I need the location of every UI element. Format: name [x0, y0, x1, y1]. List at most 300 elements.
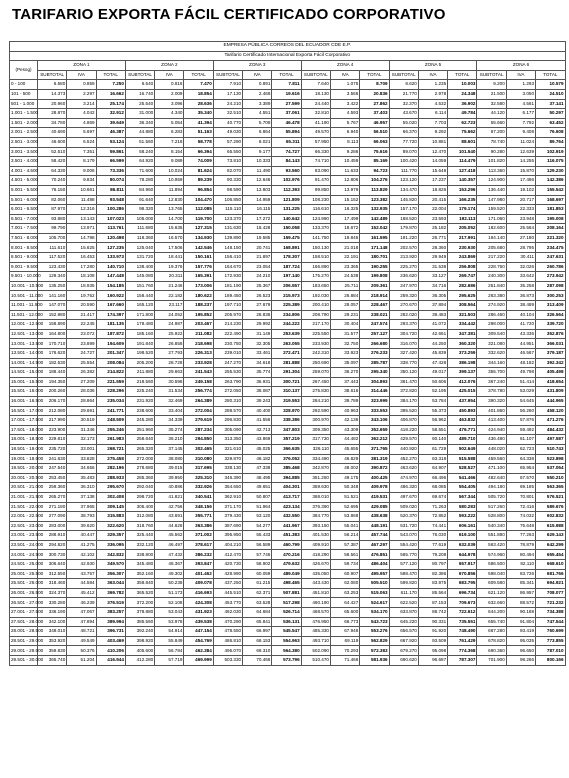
weight-range-cell: 4.501 - 5.000	[10, 176, 38, 186]
iva-cell: 2.978	[418, 89, 447, 99]
subtotal-cell: 517.260	[477, 502, 506, 512]
table-row	[10, 195, 566, 205]
iva-cell: 23.365	[330, 262, 359, 272]
total-cell: 32.912	[96, 109, 125, 119]
total-cell: 489.049	[272, 569, 301, 579]
iva-cell: 50.348	[330, 483, 359, 493]
total-cell: 400.425	[360, 473, 389, 483]
subtotal-cell: 25.540	[125, 99, 154, 109]
total-cell: 401.462	[184, 569, 213, 579]
total-cell: 437.954	[448, 396, 477, 406]
subtotal-cell: 424.940	[477, 425, 506, 435]
subtotal-cell: 147.980	[477, 195, 506, 205]
subtotal-cell: 358.840	[125, 579, 154, 589]
total-cell: 253.639	[272, 329, 301, 339]
iva-cell: 58.561	[330, 550, 359, 560]
iva-cell: 3.566	[330, 89, 359, 99]
iva-cell: 50.238	[155, 579, 184, 589]
total-cell: 541.466	[448, 473, 477, 483]
total-cell: 450.893	[448, 406, 477, 416]
table-row	[10, 464, 566, 474]
table-row	[10, 281, 566, 291]
subtotal-cell: 32.510	[213, 109, 242, 119]
total-cell: 101.540	[448, 147, 477, 157]
subtotal-cell: 225.240	[125, 387, 154, 397]
total-cell: 10.579	[536, 80, 565, 90]
total-cell: 187.872	[96, 329, 125, 339]
total-cell: 256.808	[448, 262, 477, 272]
total-cell: 444.965	[536, 396, 565, 406]
total-cell: 389.994	[96, 617, 125, 627]
total-cell: 243.869	[448, 253, 477, 263]
iva-cell: 27.679	[243, 301, 272, 311]
subtotal-cell: 111.770	[389, 166, 418, 176]
total-cell: 683.795	[448, 579, 477, 589]
iva-cell: 43.757	[67, 569, 96, 579]
total-cell: 142.546	[184, 243, 213, 253]
subtotal-cell: 656.570	[389, 627, 418, 637]
subtotal-cell: 183.650	[301, 281, 330, 291]
iva-cell: 39.620	[67, 521, 96, 531]
subtotal-cell: 197.710	[213, 301, 242, 311]
iva-cell: 14.700	[155, 214, 184, 224]
subtotal-cell: 66.330	[301, 147, 330, 157]
total-cell: 228.296	[96, 387, 125, 397]
subtotal-cell: 113.360	[477, 166, 506, 176]
total-cell: 235.034	[96, 396, 125, 406]
total-cell: 173.006	[184, 281, 213, 291]
iva-cell: 17.272	[243, 214, 272, 224]
iva-cell: 78.879	[506, 540, 535, 550]
total-cell: 458.120	[536, 406, 565, 416]
subtotal-cell: 211.880	[125, 368, 154, 378]
iva-cell: 3.096	[155, 99, 184, 109]
weight-range-cell: 3.001 - 3.500	[10, 147, 38, 157]
iva-cell: 82.110	[506, 560, 535, 570]
subtotal-cell: 78.280	[125, 176, 154, 186]
total-cell: 112.393	[272, 185, 301, 195]
total-cell: 131.225	[272, 205, 301, 215]
iva-cell: 13.143	[67, 214, 96, 224]
subtotal-cell: 372.200	[125, 598, 154, 608]
iva-cell: 62.080	[330, 579, 359, 589]
iva-cell: 20.741	[243, 243, 272, 253]
total-cell: 257.127	[360, 329, 389, 339]
subtotal-cell: 577.120	[389, 560, 418, 570]
total-cell: 304.893	[360, 377, 389, 387]
total-cell: 463.832	[448, 416, 477, 426]
total-cell: 309.145	[96, 502, 125, 512]
table-row	[10, 512, 566, 522]
iva-cell: 64.907	[418, 464, 447, 474]
total-cell: 694.921	[536, 579, 565, 589]
total-cell: 347.803	[272, 425, 301, 435]
subheader-total: TOTAL	[536, 70, 565, 80]
total-cell: 294.850	[184, 435, 213, 445]
iva-cell: 44.951	[506, 339, 535, 349]
table-row	[10, 99, 566, 109]
total-cell: 360.320	[448, 339, 477, 349]
iva-cell: 60.907	[330, 569, 359, 579]
subtotal-cell: 150.130	[301, 243, 330, 253]
subtotal-cell: 298.720	[125, 492, 154, 502]
total-cell: 363.386	[184, 521, 213, 531]
subtotal-cell: 324.370	[38, 588, 67, 598]
iva-cell: 40.104	[506, 310, 535, 320]
subtotal-cell: 253.450	[38, 473, 67, 483]
iva-cell: 10.459	[330, 157, 359, 167]
total-cell: 342.832	[96, 550, 125, 560]
iva-cell: 15.648	[418, 166, 447, 176]
subtotal-cell: 200.260	[38, 387, 67, 397]
iva-cell: 95.098	[418, 646, 447, 656]
subheader-subtotal: SUBTOTAL	[38, 70, 67, 80]
subtotal-cell: 247.970	[389, 281, 418, 291]
iva-cell: 0.816	[155, 80, 184, 90]
subtotal-cell: 321.610	[213, 444, 242, 454]
total-cell: 386.232	[184, 550, 213, 560]
subheader-total: TOTAL	[272, 70, 301, 80]
total-cell: 100.286	[96, 205, 125, 215]
weight-column-header: (Pesog)	[10, 61, 38, 80]
subtotal-cell: 205.970	[213, 310, 242, 320]
subheader-iva: IVA	[155, 70, 184, 80]
table-row	[10, 617, 566, 627]
total-cell: 581.936	[360, 656, 389, 666]
subtotal-cell: 41.190	[301, 118, 330, 128]
iva-cell: 30.598	[155, 377, 184, 387]
subtotal-cell: 470.290	[213, 617, 242, 627]
iva-cell: 93.419	[506, 627, 535, 637]
iva-cell: 11.894	[155, 185, 184, 195]
subtotal-cell: 55.020	[389, 118, 418, 128]
total-cell: 159.475	[272, 233, 301, 243]
subtotal-cell: 124.900	[477, 176, 506, 186]
subtotal-cell: 67.200	[477, 128, 506, 138]
weight-range-cell: 19.501 - 20.000	[10, 464, 38, 474]
subtotal-cell: 353.920	[38, 636, 67, 646]
subtotal-cell: 152.980	[38, 310, 67, 320]
total-cell: 228.467	[360, 301, 389, 311]
total-cell: 195.008	[536, 214, 565, 224]
subtotal-cell: 482.640	[477, 473, 506, 483]
subtotal-cell: 476.950	[301, 617, 330, 627]
total-cell: 206.557	[272, 281, 301, 291]
subtotal-cell: 378.780	[477, 387, 506, 397]
subtotal-cell: 115.110	[213, 205, 242, 215]
subtotal-cell: 158.440	[125, 291, 154, 301]
total-cell: 104.276	[360, 176, 389, 186]
subheader-iva: IVA	[506, 70, 535, 80]
total-cell: 288.933	[96, 473, 125, 483]
total-cell: 550.210	[536, 473, 565, 483]
subtotal-cell: 108.230	[301, 195, 330, 205]
subtotal-cell: 655.740	[477, 617, 506, 627]
iva-cell: 80.494	[506, 550, 535, 560]
subtotal-cell: 371.170	[213, 502, 242, 512]
total-cell: 310.080	[184, 454, 213, 464]
subtotal-cell: 326.110	[301, 444, 330, 454]
iva-cell: 39.950	[155, 473, 184, 483]
subtotal-cell: 334.490	[301, 454, 330, 464]
total-cell: 62.723	[448, 118, 477, 128]
total-cell: 462.384	[184, 646, 213, 656]
total-cell: 343.106	[360, 416, 389, 426]
subtotal-cell: 123.430	[38, 262, 67, 272]
tariff-table	[9, 41, 566, 666]
subtotal-cell: 236.620	[389, 272, 418, 282]
iva-cell: 7.792	[506, 118, 535, 128]
weight-range-cell: 16.501 - 17.000	[10, 406, 38, 416]
iva-cell: 47.067	[67, 608, 96, 618]
iva-cell: 34.339	[155, 416, 184, 426]
iva-cell: 61.215	[243, 579, 272, 589]
subtotal-cell: 189.450	[213, 291, 242, 301]
iva-cell: 37.145	[155, 444, 184, 454]
subtotal-cell: 175.270	[301, 272, 330, 282]
subtotal-cell: 205.200	[125, 358, 154, 368]
iva-cell: 39.789	[330, 396, 359, 406]
total-cell: 632.039	[448, 540, 477, 550]
iva-cell: 6.177	[506, 109, 535, 119]
subtotal-cell: 325.440	[125, 531, 154, 541]
subtotal-cell: 418.290	[301, 550, 330, 560]
subtotal-cell: 208.790	[301, 310, 330, 320]
iva-cell: 33.001	[67, 444, 96, 454]
total-cell: 366.635	[272, 444, 301, 454]
table-row	[10, 560, 566, 570]
total-cell: 63.452	[536, 118, 565, 128]
total-cell: 180.701	[360, 253, 389, 263]
iva-cell: 18.672	[330, 224, 359, 234]
subtotal-cell: 259.070	[301, 368, 330, 378]
total-cell: 526.714	[272, 608, 301, 618]
subtotal-cell: 147.070	[38, 301, 67, 311]
total-cell: 439.538	[184, 617, 213, 627]
iva-cell: 21.897	[243, 253, 272, 263]
iva-cell: 64.338	[506, 454, 535, 464]
total-cell: 317.695	[184, 464, 213, 474]
total-cell: 199.808	[360, 272, 389, 282]
iva-cell: 95.035	[506, 636, 535, 646]
weight-range-cell: 24.501 - 25.000	[10, 560, 38, 570]
weight-range-cell: 18.501 - 19.000	[10, 444, 38, 454]
total-cell: 238.021	[360, 310, 389, 320]
subtotal-cell: 77.720	[389, 137, 418, 147]
subtotal-cell: 404.210	[213, 540, 242, 550]
subtotal-cell: 182.600	[477, 224, 506, 234]
weight-range-cell: 13.501 - 14.000	[10, 349, 38, 359]
subtotal-cell: 392.240	[125, 627, 154, 637]
total-cell: 230.930	[448, 243, 477, 253]
iva-cell: 18.441	[155, 253, 184, 263]
iva-cell: 36.931	[243, 377, 272, 387]
table-row	[10, 310, 566, 320]
total-cell: 187.724	[272, 262, 301, 272]
total-cell: 142.489	[360, 214, 389, 224]
iva-cell: 42.661	[418, 329, 447, 339]
iva-cell: 12.646	[243, 176, 272, 186]
total-cell: 255.246	[96, 425, 125, 435]
iva-cell: 56.962	[418, 416, 447, 426]
total-cell: 166.235	[448, 195, 477, 205]
iva-cell: 74.441	[418, 521, 447, 531]
total-cell: 409.078	[184, 579, 213, 589]
subtotal-cell: 212.080	[38, 406, 67, 416]
total-cell: 721.232	[536, 598, 565, 608]
iva-cell: 47.428	[418, 358, 447, 368]
table-row	[10, 349, 566, 359]
weight-range-cell: 2.501 - 3.000	[10, 137, 38, 147]
iva-cell: 4.532	[418, 99, 447, 109]
total-cell: 340.541	[184, 492, 213, 502]
iva-cell: 40.447	[67, 531, 96, 541]
iva-cell: 8.113	[330, 137, 359, 147]
weight-range-cell: 29.501 - 30.000	[10, 656, 38, 666]
weight-range-cell: 10.001 - 10.500	[10, 281, 38, 291]
iva-cell: 29.231	[330, 310, 359, 320]
subtotal-cell: 503.330	[213, 656, 242, 666]
total-cell: 313.409	[536, 301, 565, 311]
iva-cell: 53.029	[506, 387, 535, 397]
subtotal-cell: 426.670	[301, 560, 330, 570]
total-cell: 46.387	[96, 128, 125, 138]
iva-cell: 5.054	[155, 118, 184, 128]
iva-cell: 38.080	[155, 454, 184, 464]
iva-cell: 14.798	[67, 233, 96, 243]
subtotal-cell: 118.360	[125, 233, 154, 243]
iva-cell: 70.801	[506, 492, 535, 502]
total-cell: 386.198	[448, 358, 477, 368]
iva-cell: 69.674	[418, 492, 447, 502]
iva-cell: 20.311	[155, 272, 184, 282]
total-cell: 655.454	[536, 550, 565, 560]
iva-cell: 63.318	[418, 454, 447, 464]
subheader-iva: IVA	[330, 70, 359, 80]
subtotal-cell: 437.250	[213, 579, 242, 589]
table-row	[10, 387, 566, 397]
total-cell: 140.710	[96, 262, 125, 272]
subtotal-cell: 563.420	[477, 540, 506, 550]
total-cell: 74.009	[184, 157, 213, 167]
iva-cell: 36.210	[155, 435, 184, 445]
subtotal-cell: 309.350	[301, 425, 330, 435]
total-cell: 218.914	[360, 291, 389, 301]
subtotal-cell: 32.580	[477, 99, 506, 109]
iva-cell: 79.208	[418, 550, 447, 560]
total-cell: 381.319	[360, 454, 389, 464]
subtotal-cell: 90.280	[477, 147, 506, 157]
iva-cell: 53.120	[243, 512, 272, 522]
iva-cell: 53.784	[418, 396, 447, 406]
total-cell: 179.174	[448, 205, 477, 215]
total-cell: 642.299	[536, 540, 565, 550]
subtotal-cell: 485.330	[301, 627, 330, 637]
total-cell: 761.429	[448, 636, 477, 646]
weight-range-cell: 501 - 1.000	[10, 99, 38, 109]
weight-range-cell: 27.501 - 28.000	[10, 617, 38, 627]
total-cell: 347.381	[448, 329, 477, 339]
total-cell: 510.743	[536, 444, 565, 454]
table-row	[10, 243, 566, 253]
subtotal-cell: 251.960	[125, 425, 154, 435]
iva-cell: 58.902	[243, 560, 272, 570]
subtotal-cell: 378.880	[125, 608, 154, 618]
subtotal-cell: 321.080	[477, 339, 506, 349]
table-row	[10, 406, 566, 416]
total-cell: 214.822	[96, 368, 125, 378]
iva-cell: 55.849	[155, 636, 184, 646]
iva-cell: 43.309	[330, 425, 359, 435]
weight-range-cell: 23.501 - 24.000	[10, 540, 38, 550]
iva-cell: 12.316	[67, 205, 96, 215]
total-cell: 424.308	[184, 598, 213, 608]
total-cell: 619.100	[448, 531, 477, 541]
iva-cell: 37.138	[67, 492, 96, 502]
subtotal-cell: 141.160	[38, 291, 67, 301]
subtotal-cell: 40.770	[213, 118, 242, 128]
iva-cell: 32.173	[67, 435, 96, 445]
iva-cell: 6.940	[330, 128, 359, 138]
iva-cell: 85.564	[418, 588, 447, 598]
iva-cell: 36.305	[418, 291, 447, 301]
subtotal-cell: 362.910	[213, 492, 242, 502]
iva-cell: 35.258	[506, 281, 535, 291]
total-cell: 248.509	[96, 416, 125, 426]
total-cell: 133.973	[96, 253, 125, 263]
total-cell: 241.543	[184, 368, 213, 378]
iva-cell: 44.584	[67, 579, 96, 589]
weight-range-cell: 101 - 500	[10, 89, 38, 99]
total-cell: 50.297	[536, 109, 565, 119]
iva-cell: 22.004	[418, 205, 447, 215]
iva-cell: 6.114	[418, 109, 447, 119]
subtotal-cell: 486.320	[389, 483, 418, 493]
subtotal-cell: 250.690	[301, 358, 330, 368]
iva-cell: 31.534	[155, 387, 184, 397]
iva-cell: 35.097	[330, 358, 359, 368]
iva-cell: 35.774	[243, 368, 272, 378]
total-cell: 168.891	[272, 243, 301, 253]
iva-cell: 4.869	[67, 118, 96, 128]
iva-cell: 1.235	[418, 80, 447, 90]
iva-cell: 47.338	[243, 464, 272, 474]
weight-range-cell: 6.501 - 7.000	[10, 214, 38, 224]
subtotal-cell: 633.870	[389, 608, 418, 618]
subtotal-cell: 352.160	[125, 569, 154, 579]
iva-cell: 56.260	[506, 406, 535, 416]
total-cell: 89.239	[184, 176, 213, 186]
total-cell: 454.769	[184, 636, 213, 646]
subtotal-cell: 198.520	[125, 349, 154, 359]
weight-range-cell: 15.501 - 16.000	[10, 387, 38, 397]
total-cell: 573.796	[272, 656, 301, 666]
iva-cell: 3.214	[67, 99, 96, 109]
iva-cell: 13.803	[243, 185, 272, 195]
total-cell: 460.799	[272, 540, 301, 550]
subtotal-cell: 495.070	[213, 646, 242, 656]
subtotal-cell: 245.280	[125, 416, 154, 426]
subtotal-cell: 304.720	[389, 329, 418, 339]
iva-cell: 25.564	[506, 224, 535, 234]
total-cell: 153.296	[448, 185, 477, 195]
subtotal-cell: 40.690	[38, 128, 67, 138]
iva-cell: 28.795	[506, 243, 535, 253]
iva-cell: 30.411	[506, 253, 535, 263]
total-cell: 178.307	[272, 253, 301, 263]
subtotal-cell: 543.070	[389, 531, 418, 541]
total-cell: 399.137	[448, 368, 477, 378]
